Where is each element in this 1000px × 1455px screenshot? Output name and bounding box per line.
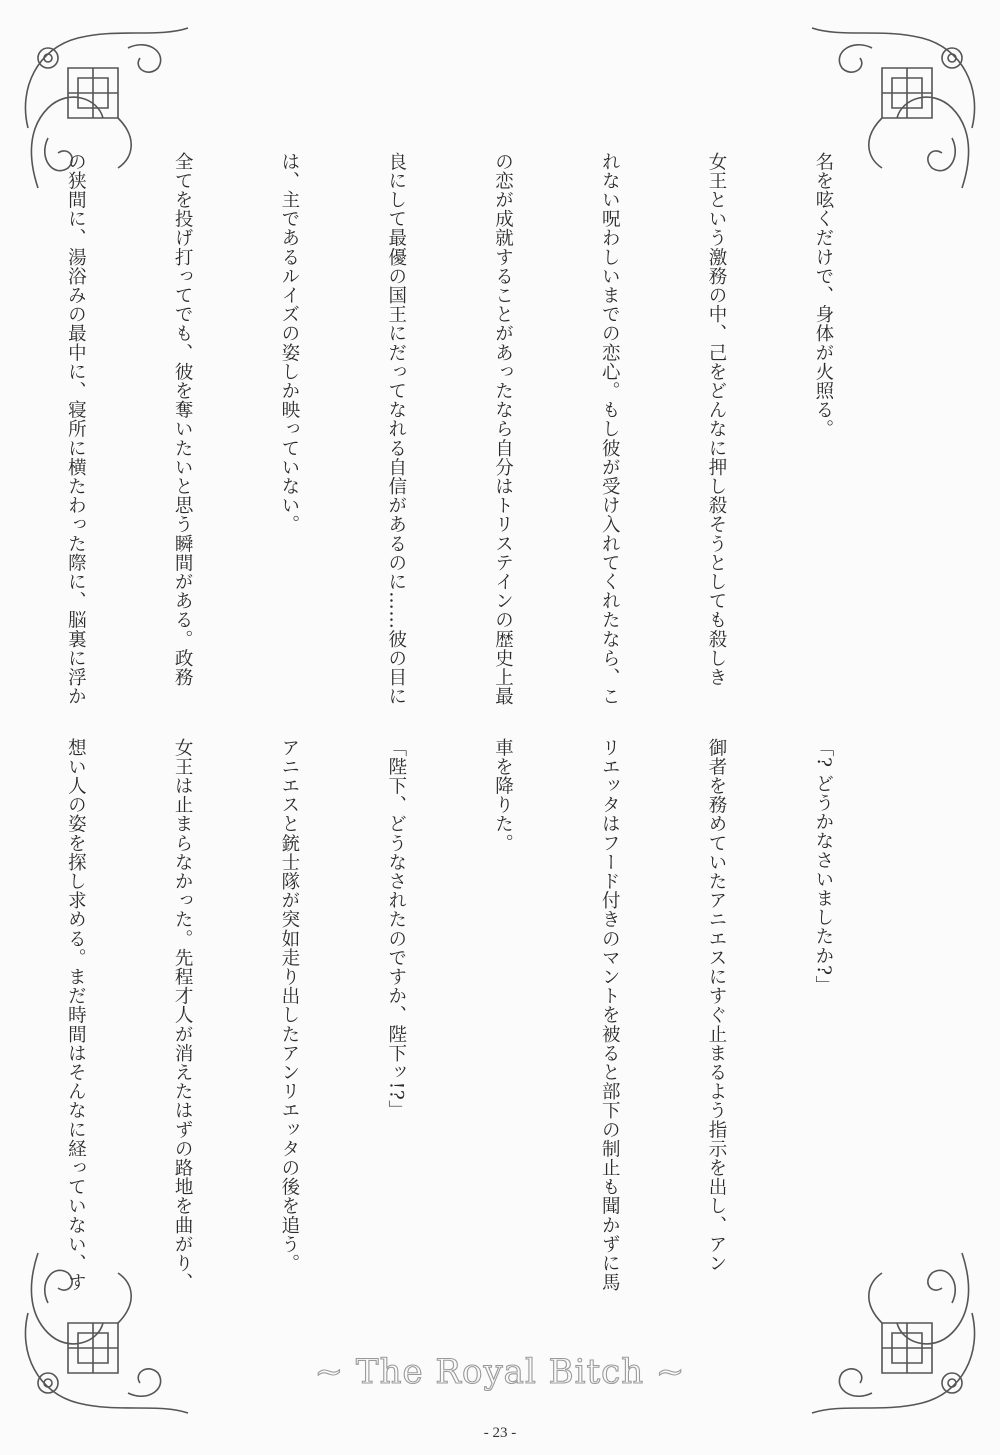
text-line: 良にして最優の国王にだってなれる自信があるのに……彼の目に — [385, 152, 407, 706]
text-line: の狭間に、湯浴みの最中に、寝所に横たわった際に、脳裏に浮か — [65, 152, 87, 706]
text-line: 女王は止まらなかった。先程才人が消えたはずの路地を曲がり、 — [172, 738, 194, 1292]
text-line: れない呪わしいまでの恋心。もし彼が受け入れてくれたなら、こ — [599, 152, 621, 706]
text-line: 「? どうかなさいましたか?」 — [812, 738, 834, 995]
text-line: の恋が成就することがあったなら自分はトリステインの歴史上最 — [492, 152, 514, 706]
text-line: 全てを投げ打ってでも、彼を奪いたいと思う瞬間がある。政務 — [172, 152, 194, 687]
book-title: ~ The Royal Bitch ~ — [314, 1352, 686, 1392]
text-line: 名を呟くだけで、身体が火照る。 — [812, 152, 834, 439]
text-line: 想い人の姿を探し求める。まだ時間はそんなに経っていない、す — [65, 738, 87, 1292]
text-line: は、主であるルイズの姿しか映っていない。 — [278, 152, 300, 534]
text-line: 御者を務めていたアニエスにすぐ止まるよう指示を出し、アン — [706, 738, 728, 1273]
text-line: 女王という激務の中、己をどんなに押し殺そうとしても殺しき — [706, 152, 728, 687]
text-block-bottom — [0, 738, 912, 1292]
text-line: 車を降りた。 — [492, 738, 514, 853]
text-block-top — [0, 152, 912, 706]
text-line: 「陛下、どうなされたのですか、陛下ッ!?」 — [385, 738, 407, 1120]
text-line: アニエスと銃士隊が突如走り出したアンリエッタの後を追う。 — [278, 738, 300, 1273]
text-line: リエッタはフード付きのマントを被ると部下の制止も聞かずに馬 — [599, 738, 621, 1292]
page-number: - 23 - — [483, 1425, 517, 1441]
